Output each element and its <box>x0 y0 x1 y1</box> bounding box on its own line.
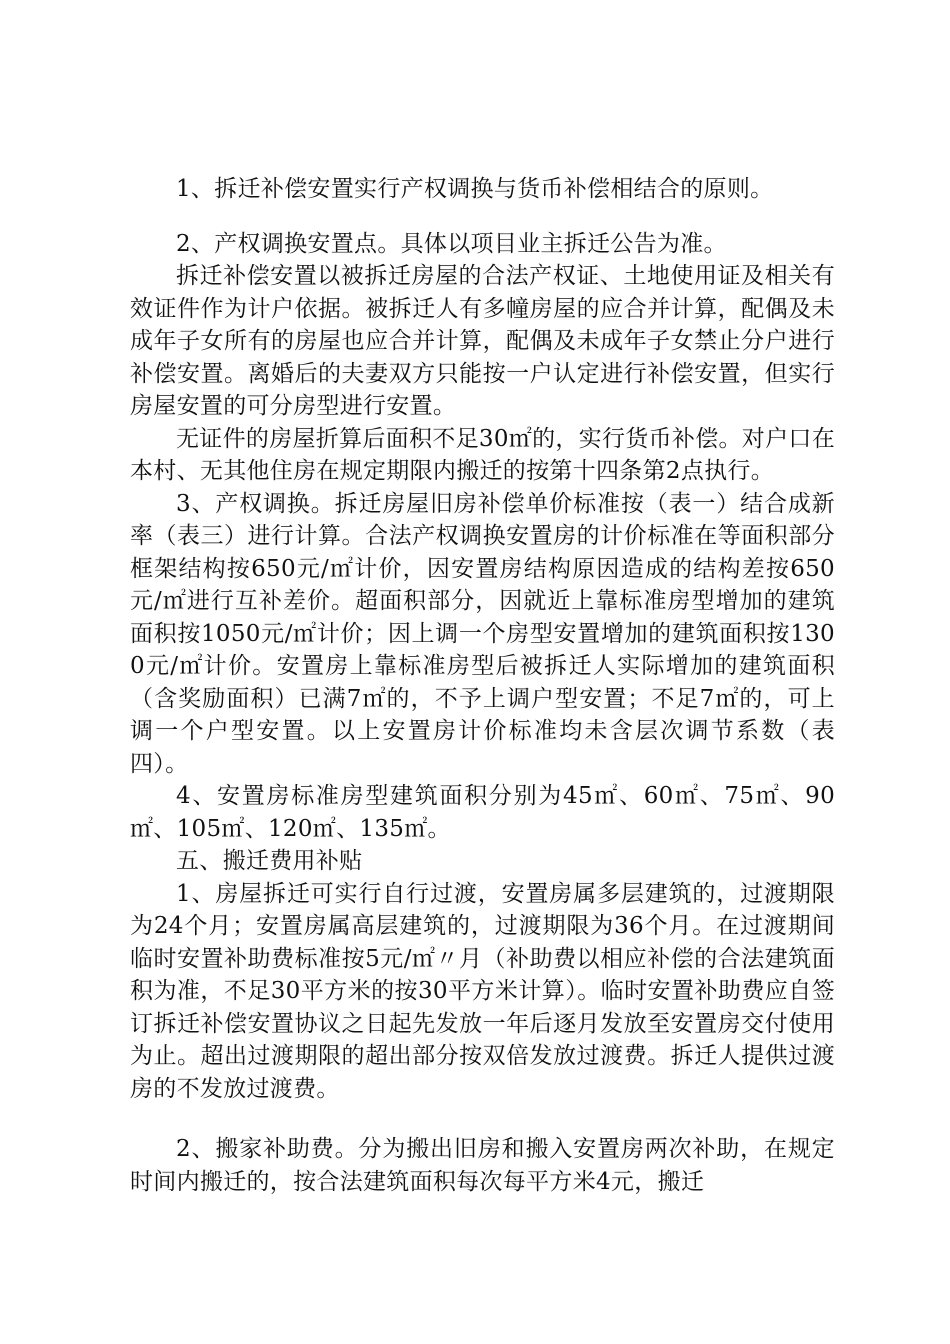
paragraph-transition-period: 1、房屋拆迁可实行自行过渡，安置房属多层建筑的，过渡期限为24个月；安置房属高层建筑的，过渡期限为36个月。在过渡期间临时安置补助费标准按5元/㎡〃月（补助费以相应补偿的合法建筑面积为准，不足30平方米的按30平方米计算）。临时安置补助费应自签订拆迁补偿安置协议之日起先发放一年后逐月发放至安置房交付使用为止。超出过渡期限的超出部分按双倍发放过渡费。拆迁人提供过渡房的不发放过渡费。 <box>130 880 835 1102</box>
paragraph-property-exchange: 3、产权调换。拆迁房屋旧房补偿单价标准按（表一）结合成新率（表三）进行计算。合法产权调换安置房的计价标准在等面积部分框架结构按650元/㎡计价，因安置房结构原因造成的结构差按650元/㎡进行互补差价。超面积部分，因就近上靠标准房型增加的建筑面积按1050元/㎡计价；因上调一个房型安置增加的建筑面积按1300元/㎡计价。安置房上靠标准房型后被拆迁人实际增加的建筑面积（含奖励面积）已满7㎡的，不予上调户型安置；不足7㎡的，可上调一个户型安置。以上安置房计价标准均未含层次调节系数（表四）。 <box>130 490 835 777</box>
paragraph-standard-unit-sizes: 4、安置房标准房型建筑面积分别为45㎡、60㎡、75㎡、90㎡、105㎡、120㎡、135㎡。 <box>130 783 835 842</box>
section-heading-relocation-subsidy: 五、搬迁费用补贴 <box>176 848 363 874</box>
paragraph-placement-site: 2、产权调换安置点。具体以项目业主拆迁公告为准。 <box>176 230 727 257</box>
paragraph-household-basis: 拆迁补偿安置以被拆迁房屋的合法产权证、土地使用证及相关有效证件作为计户依据。被拆迁人有多幢房屋的应合并计算，配偶及未成年子女所有的房屋也应合并计算，配偶及未成年子女禁止分户进行补偿安置。离婚后的夫妻双方只能按一户认定进行补偿安置，但实行房屋安置的可分房型进行安置。 <box>130 263 835 419</box>
paragraph-principle: 1、拆迁补偿安置实行产权调换与货币补偿相结合的原则。 <box>176 176 774 202</box>
document-body <box>130 173 835 1198</box>
paragraph-moving-subsidy: 2、搬家补助费。分为搬出旧房和搬入安置房两次补助，在规定时间内搬迁的，按合法建筑面积每次每平方米4元，搬迁 <box>130 1136 835 1195</box>
paragraph-uncertified-housing: 无证件的房屋折算后面积不足30㎡的，实行货币补偿。对户口在本村、无其他住房在规定期限内搬迁的按第十四条第2点执行。 <box>130 425 835 484</box>
